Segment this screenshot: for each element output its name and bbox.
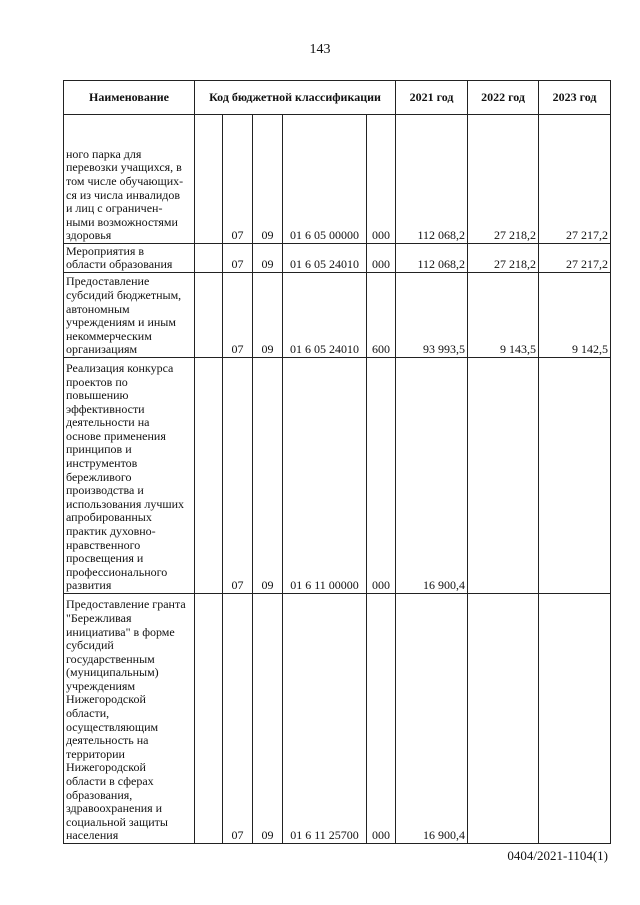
code-subsection: 09	[253, 273, 283, 358]
header-code: Код бюджетной классификации	[195, 81, 396, 115]
code-subsection: 09	[253, 244, 283, 273]
value-2023	[539, 594, 611, 844]
blank-cell	[195, 273, 223, 358]
value-2023: 27 217,2	[539, 244, 611, 273]
code-expense-type: 000	[367, 594, 396, 844]
blank-cell	[195, 244, 223, 273]
table-row	[64, 358, 611, 594]
value-2021: 93 993,5	[396, 273, 468, 358]
blank-cell	[195, 115, 223, 244]
blank-cell	[195, 594, 223, 844]
value-2022	[468, 358, 539, 594]
value-2023: 9 142,5	[539, 273, 611, 358]
header-name: Наименование	[64, 81, 195, 115]
budget-table	[63, 80, 611, 844]
code-target: 01 6 05 24010	[283, 273, 367, 358]
code-target: 01 6 11 00000	[283, 358, 367, 594]
value-2021: 16 900,4	[396, 594, 468, 844]
table-row	[64, 273, 611, 358]
row-name: Реализация конкурса проектов по повышению эффективности деятельности на основе применения принципов и инструментов бережливого производства и использования лучших апробированных практик духовно- нравственного просвещения и профессионального развития	[64, 358, 195, 594]
table-row	[64, 244, 611, 273]
code-subsection: 09	[253, 594, 283, 844]
code-section: 07	[223, 244, 253, 273]
value-2022: 27 218,2	[468, 244, 539, 273]
value-2022: 9 143,5	[468, 273, 539, 358]
code-expense-type: 000	[367, 358, 396, 594]
document-code: 0404/2021-1104(1)	[507, 848, 608, 863]
code-section: 07	[223, 594, 253, 844]
value-2021: 112 068,2	[396, 244, 468, 273]
code-subsection: 09	[253, 358, 283, 594]
table-row	[64, 594, 611, 844]
row-name: ного парка для перевозки учащихся, в том числе обучающих- ся из числа инвалидов и лиц с ограничен- ными возможностями здоровья	[64, 115, 195, 244]
code-expense-type: 000	[367, 244, 396, 273]
code-expense-type: 600	[367, 273, 396, 358]
blank-cell	[195, 358, 223, 594]
table-header-row	[64, 81, 611, 115]
value-2023	[539, 358, 611, 594]
value-2022	[468, 594, 539, 844]
value-2023: 27 217,2	[539, 115, 611, 244]
value-2022: 27 218,2	[468, 115, 539, 244]
value-2021: 112 068,2	[396, 115, 468, 244]
table-row	[64, 115, 611, 244]
code-target: 01 6 11 25700	[283, 594, 367, 844]
code-section: 07	[223, 115, 253, 244]
header-2022: 2022 год	[468, 81, 539, 115]
code-section: 07	[223, 358, 253, 594]
code-target: 01 6 05 24010	[283, 244, 367, 273]
row-name: Предоставление гранта "Бережливая инициатива" в форме субсидий государственным (муниципальным) учреждениям Нижегородской области, осуществляющим деятельность на территории Нижегородской области в сферах образования, здравоохранения и социальной защиты населения	[64, 594, 195, 844]
value-2021: 16 900,4	[396, 358, 468, 594]
code-section: 07	[223, 273, 253, 358]
page-number: 143	[309, 42, 331, 57]
header-2021: 2021 год	[396, 81, 468, 115]
code-target: 01 6 05 00000	[283, 115, 367, 244]
row-name: Мероприятия в области образования	[64, 244, 195, 273]
code-subsection: 09	[253, 115, 283, 244]
header-2023: 2023 год	[539, 81, 611, 115]
code-expense-type: 000	[367, 115, 396, 244]
row-name: Предоставление субсидий бюджетным, автономным учреждениям и иным некоммерческим организациям	[64, 273, 195, 358]
